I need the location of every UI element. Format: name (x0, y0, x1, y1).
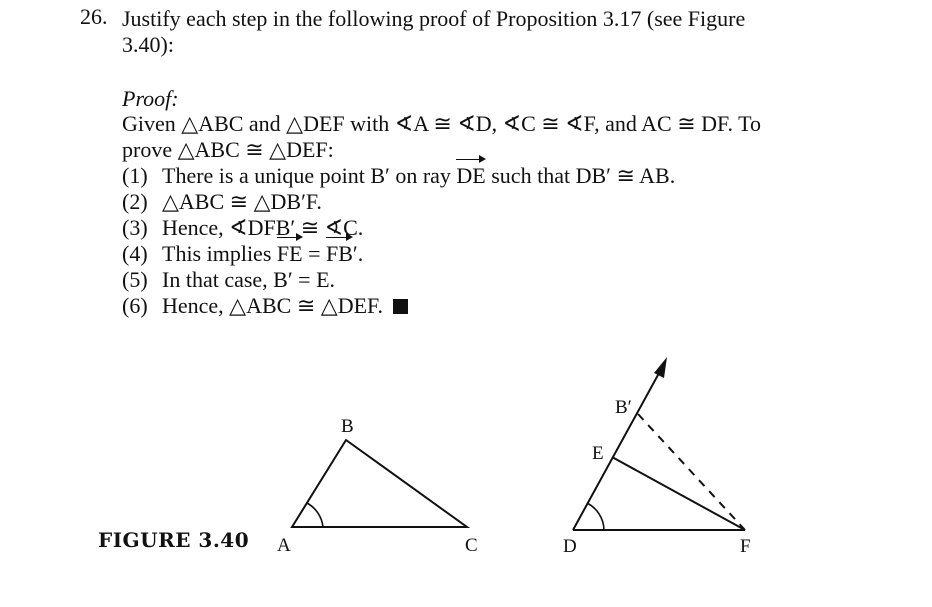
step-text: In that case, B′ = E. (162, 267, 336, 292)
given-line-1: Given △ABC and △DEF with ∢A ≅ ∢D, ∢C ≅ ∢F, and AC ≅ DF. To (122, 111, 761, 136)
segment-ef (612, 457, 745, 530)
step-text: = (302, 241, 326, 266)
problem-intro-line-2: 3.40): (122, 32, 174, 57)
vertex-label-bprime: B′ (615, 397, 632, 418)
problem-number: 26. (80, 4, 108, 29)
vertex-label-a: A (277, 535, 291, 556)
ray-arrow-text: FE (276, 241, 303, 266)
step-number: (5) (122, 267, 148, 292)
ray-arrow-text: FB (326, 241, 353, 266)
dashed-segment-bprime-f (638, 414, 745, 530)
step-number: (1) (122, 163, 148, 188)
proof-title: Proof: (122, 86, 179, 111)
vertex-label-e: E (592, 443, 604, 464)
step-text: ′. (352, 241, 364, 266)
vertex-label-f: F (740, 536, 751, 557)
ray-arrow-text: DE (456, 163, 486, 188)
figure-caption: FIGURE 3.40 (98, 528, 250, 552)
ray-de (573, 364, 664, 530)
step-text: △ABC ≅ △DB′F. (162, 189, 322, 214)
step-number: (2) (122, 189, 148, 214)
angle-d-arc (587, 503, 604, 530)
step-text: This implies (162, 241, 277, 266)
step-number: (6) (122, 293, 148, 318)
vertex-label-d: D (563, 536, 577, 557)
vertex-label-c: C (465, 535, 478, 556)
angle-a-arc (307, 503, 323, 527)
step-text: Hence, ∢DFB′ ≅ ∢C. (162, 215, 364, 240)
step-number: (3) (122, 215, 148, 240)
step-text: There is a unique point B′ on ray (162, 163, 457, 188)
step-text: such that DB′ ≅ AB. (485, 163, 676, 188)
ray-arrowhead-icon (654, 357, 667, 378)
given-line-2: prove △ABC ≅ △DEF: (122, 137, 334, 162)
problem-intro-line-1: Justify each step in the following proof of Proposition 3.17 (see Figure (122, 6, 746, 31)
step-text: Hence, △ABC ≅ △DEF. (162, 293, 383, 318)
vertex-label-b: B (341, 416, 354, 437)
step-number: (4) (122, 241, 148, 266)
